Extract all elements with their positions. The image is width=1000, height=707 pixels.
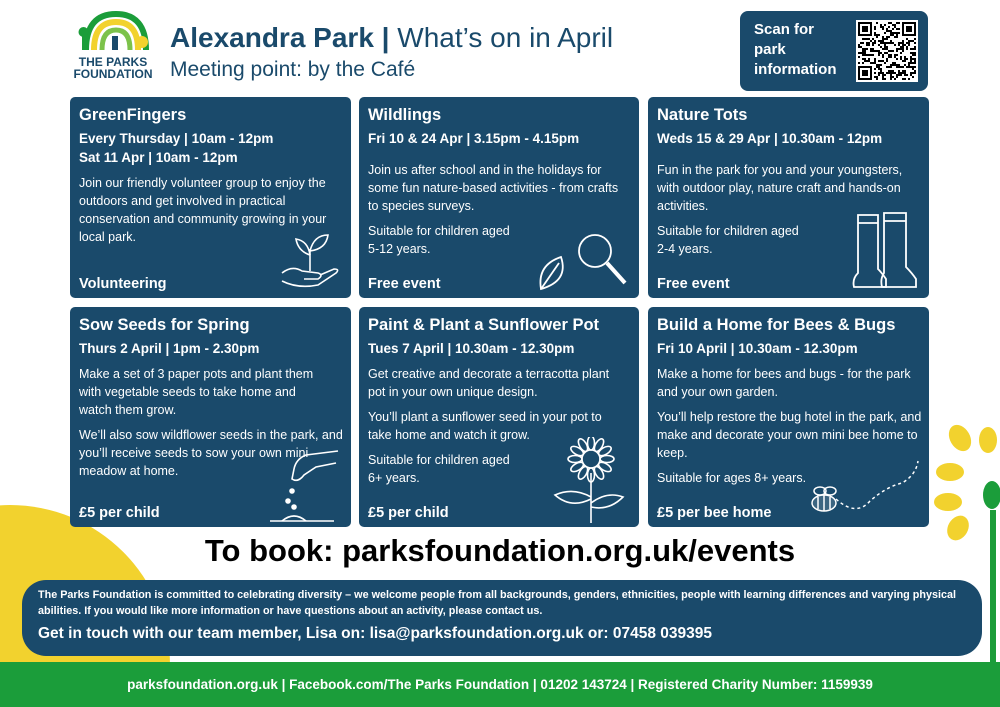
event-card-nature-tots[interactable] (648, 97, 929, 298)
event-description: Make a set of 3 paper pots and plant them with vegetable seeds to take home and watch them grow. (79, 367, 314, 417)
event-schedule: Fri 10 April | 10.30am - 12.30pm (657, 341, 858, 356)
event-title: GreenFingers (79, 106, 187, 124)
sowing-hand-icon (266, 445, 342, 525)
event-description-2: You’ll plant a sunflower seed in your pot to take home and watch it grow. (368, 410, 602, 442)
page-title (170, 22, 613, 54)
event-title: Build a Home for Bees & Bugs (657, 316, 896, 334)
logo-text (70, 56, 156, 80)
event-footer-label: £5 per child (368, 505, 449, 521)
qr-label-line-3: information (754, 61, 837, 78)
event-card-greenfingers[interactable] (70, 97, 351, 298)
diversity-statement: The Parks Foundation is committed to celebrating diversity – we welcome people from all backgrounds, genders, ethnicities, people with learning differences and varying physical abilities. If you would like more information or have questions about an activity, please contact us. (38, 589, 956, 617)
event-footer-label: Free event (368, 276, 441, 292)
event-footer-label: Volunteering (79, 276, 167, 292)
event-description: Make a home for bees and bugs - for the park and your own garden. (657, 367, 911, 399)
event-description-2: You’ll help restore the bug hotel in the park, and make and decorate your own mini bee home to keep. (657, 410, 922, 460)
event-suitability: Suitable for children aged 5-12 years. (368, 224, 510, 256)
page-subtitle: Meeting point: by the Café (170, 58, 416, 81)
qr-label-line-1: Scan for (754, 21, 815, 38)
event-description: Get creative and decorate a terracotta plant pot in your own unique design. (368, 367, 610, 399)
magnifier-leaf-icon (535, 227, 631, 295)
event-title: Paint & Plant a Sunflower Pot (368, 316, 600, 334)
event-description: Fun in the park for you and your youngsters, with outdoor play, nature craft and hands-on activities. (657, 163, 903, 213)
event-schedule: Thurs 2 April | 1pm - 2.30pm (79, 341, 260, 356)
event-title: Wildlings (368, 106, 442, 124)
event-suitability: Suitable for children aged 2-4 years. (657, 224, 799, 256)
title-park-name: Alexandra Park | (170, 22, 390, 53)
qr-label (754, 20, 854, 80)
contact-info-panel (22, 580, 982, 656)
event-schedule: Tues 7 April | 10.30am - 12.30pm (368, 341, 575, 356)
contact-line[interactable]: Get in touch with our team member, Lisa on: lisa@parksfoundation.org.uk or: 07458 039395 (38, 625, 713, 642)
qr-code-icon[interactable] (856, 20, 918, 82)
event-footer-label: £5 per child (79, 505, 160, 521)
event-schedule-2: Sat 11 Apr | 10am - 12pm (79, 150, 238, 165)
logo-line-1: THE PARKS (78, 55, 148, 69)
event-footer-label: Free event (657, 276, 730, 292)
wellington-boots-icon (848, 209, 922, 293)
logo-line-2: FOUNDATION (73, 67, 153, 81)
event-schedule: Weds 15 & 29 Apr | 10.30am - 12pm (657, 131, 883, 146)
event-title: Sow Seeds for Spring (79, 316, 250, 334)
footer-bar: parksfoundation.org.uk | Facebook.com/The Parks Foundation | 01202 143724 | Registered Charity Number: 1159939 (0, 662, 1000, 707)
event-suitability: Suitable for children aged 6+ years. (368, 453, 510, 485)
seedling-hand-icon (278, 229, 342, 291)
title-month: What’s on in April (389, 22, 614, 53)
event-card-sunflower-pot[interactable] (359, 307, 639, 527)
event-footer-label: £5 per bee home (657, 505, 772, 521)
bee-icon (806, 457, 922, 523)
event-schedule: Fri 10 & 24 Apr | 3.15pm - 4.15pm (368, 131, 580, 146)
qr-info-box[interactable] (740, 11, 928, 91)
event-description-2: We’ll also sow wildflower seeds in the park, and you’ll receive seeds to sow your own mini meadow at home. (79, 428, 343, 478)
sunflower-icon (547, 437, 627, 525)
qr-label-line-2: park (754, 41, 786, 58)
event-schedule: Every Thursday | 10am - 12pm (79, 131, 274, 146)
booking-call-to-action: To book: parksfoundation.org.uk/events (204, 533, 796, 568)
event-card-wildlings[interactable] (359, 97, 639, 298)
event-description: Join us after school and in the holidays for some fun nature-based activities - from crafts to species surveys. (368, 163, 619, 213)
event-suitability: Suitable for ages 8+ years. (657, 471, 807, 485)
event-card-sow-seeds[interactable] (70, 307, 351, 527)
qr-code-pattern (858, 22, 916, 80)
event-card-bees-bugs[interactable] (648, 307, 929, 527)
event-title: Nature Tots (657, 106, 748, 124)
event-description: Join our friendly volunteer group to enjoy the outdoors and get involved in practical conservation and community growing in your local park. (79, 176, 327, 244)
